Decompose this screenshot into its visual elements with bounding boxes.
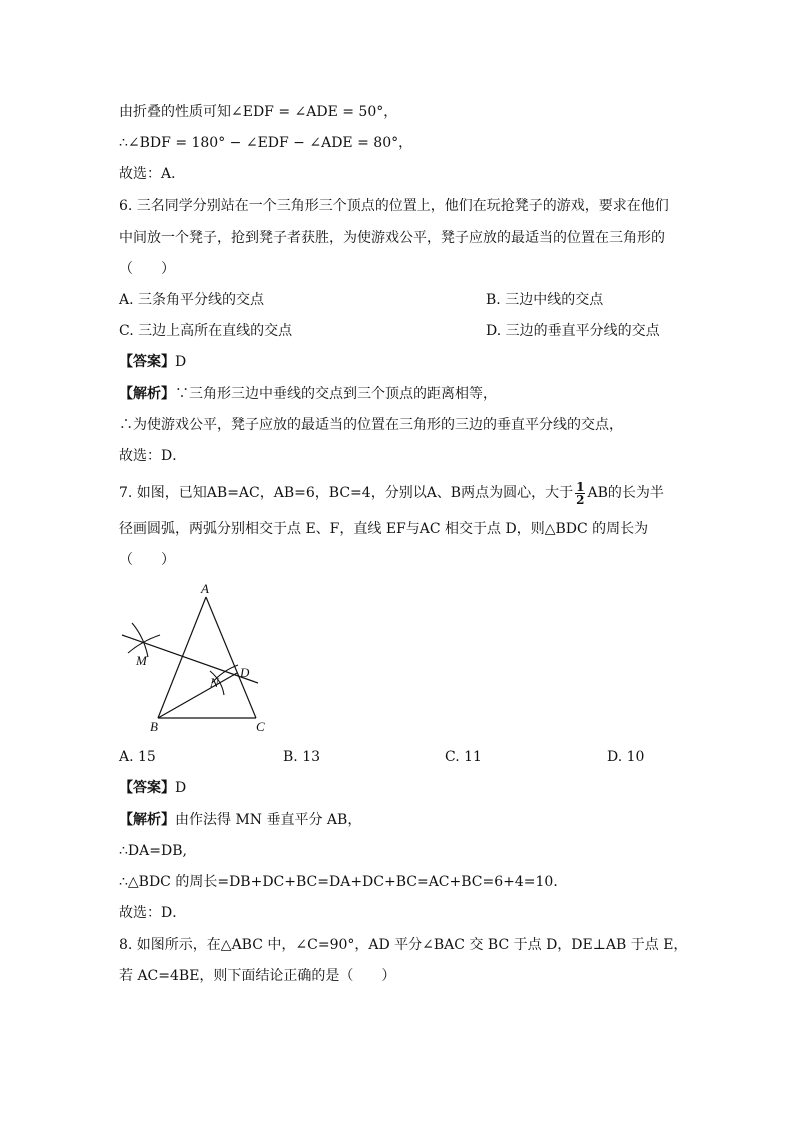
- question-7-analysis: [119, 810, 361, 830]
- fraction-numerator: 1: [576, 479, 585, 494]
- question-6-option-b: B. 三边中线的交点: [486, 292, 604, 308]
- question-7-option-d: D. 10: [607, 749, 645, 765]
- question-7-option-c: C. 11: [445, 749, 482, 765]
- question-6-answer: [119, 352, 186, 372]
- segment-bd: [158, 673, 237, 718]
- question-7-text-b: AB的长为半: [587, 485, 664, 501]
- answer-value: D: [175, 354, 187, 370]
- analysis-tag: 【解析】: [119, 386, 175, 402]
- question-6-option-d: D. 三边的垂直平分线的交点: [486, 323, 660, 339]
- answer-tag: 【答案】: [119, 354, 175, 370]
- question-7-choice: 故选：D．: [119, 905, 187, 921]
- label-c: C: [256, 719, 265, 734]
- answer-tag: 【答案】: [119, 780, 175, 796]
- solution-5-choice: 故选：A．: [119, 166, 186, 182]
- question-6-line-3: （ ）: [119, 261, 175, 277]
- answer-value: D: [175, 780, 187, 796]
- question-7-line-2: 径画圆弧，两弧分别相交于点 E、F，直线 EF与AC 相交于点 D，则△BDC 的周长为: [119, 521, 649, 537]
- question-6-option-c: C. 三边上高所在直线的交点: [119, 323, 293, 339]
- question-7-line-3: （ ）: [119, 552, 175, 568]
- analysis-text: ∵三角形三边中垂线的交点到三个顶点的距离相等，: [175, 386, 497, 402]
- label-n: N: [210, 675, 219, 690]
- solution-5-therefore-line: ∴∠BDF = 180° − ∠EDF − ∠ADE = 80°，: [119, 135, 413, 151]
- question-7-text-a: 7. 如图，已知AB=AC，AB=6，BC=4，分别以A、B两点为圆心，大于: [119, 485, 574, 501]
- label-d: D: [240, 665, 250, 680]
- question-8-line-2: 若 AC=4BE，则下面结论正确的是（ ）: [119, 968, 396, 984]
- side-ac: [206, 597, 256, 718]
- question-8-line-1: 8. 如图所示，在△ABC 中，∠C=90°，AD 平分∠BAC 交 BC 于点 D，DE⊥AB 于点 E，: [119, 937, 688, 953]
- analysis-text: 由作法得 MN 垂直平分 AB，: [175, 812, 362, 828]
- side-ab: [158, 597, 206, 718]
- one-half-fraction: [575, 481, 585, 506]
- question-7-answer: [119, 778, 186, 798]
- question-7-analysis-line-2: ∴DA=DB,: [119, 843, 187, 859]
- question-7-option-b: B. 13: [283, 749, 321, 765]
- solution-5-fold-line: 由折叠的性质可知∠EDF = ∠ADE = 50°，: [119, 104, 398, 120]
- question-7-option-a: A. 15: [119, 749, 156, 765]
- question-6-analysis-line-2: ∴为使游戏公平，凳子应放的最适当的位置在三角形的三边的垂直平分线的交点，: [119, 417, 623, 433]
- question-6-analysis: [119, 384, 497, 404]
- analysis-tag: 【解析】: [119, 812, 175, 828]
- question-6-choice: 故选：D．: [119, 448, 187, 464]
- label-a: A: [201, 581, 209, 596]
- triangle-construction-figure: [110, 575, 270, 740]
- question-7-line-1: [119, 480, 664, 506]
- label-b: B: [150, 719, 158, 734]
- question-6-line-2: 中间放一个凳子，抢到凳子者获胜，为使游戏公平，凳子应放的最适当的位置在三角形的: [119, 230, 665, 246]
- question-7-analysis-line-3: ∴△BDC 的周长=DB+DC+BC=DA+DC+BC=AC+BC=6+4=10．: [119, 874, 568, 890]
- fraction-denominator: 2: [576, 492, 585, 507]
- question-6-option-a: A. 三条角平分线的交点: [119, 292, 265, 308]
- label-m: M: [136, 653, 147, 668]
- question-6-line-1: 6. 三名同学分别站在一个三角形三个顶点的位置上，他们在玩抢凳子的游戏，要求在他们: [119, 198, 669, 214]
